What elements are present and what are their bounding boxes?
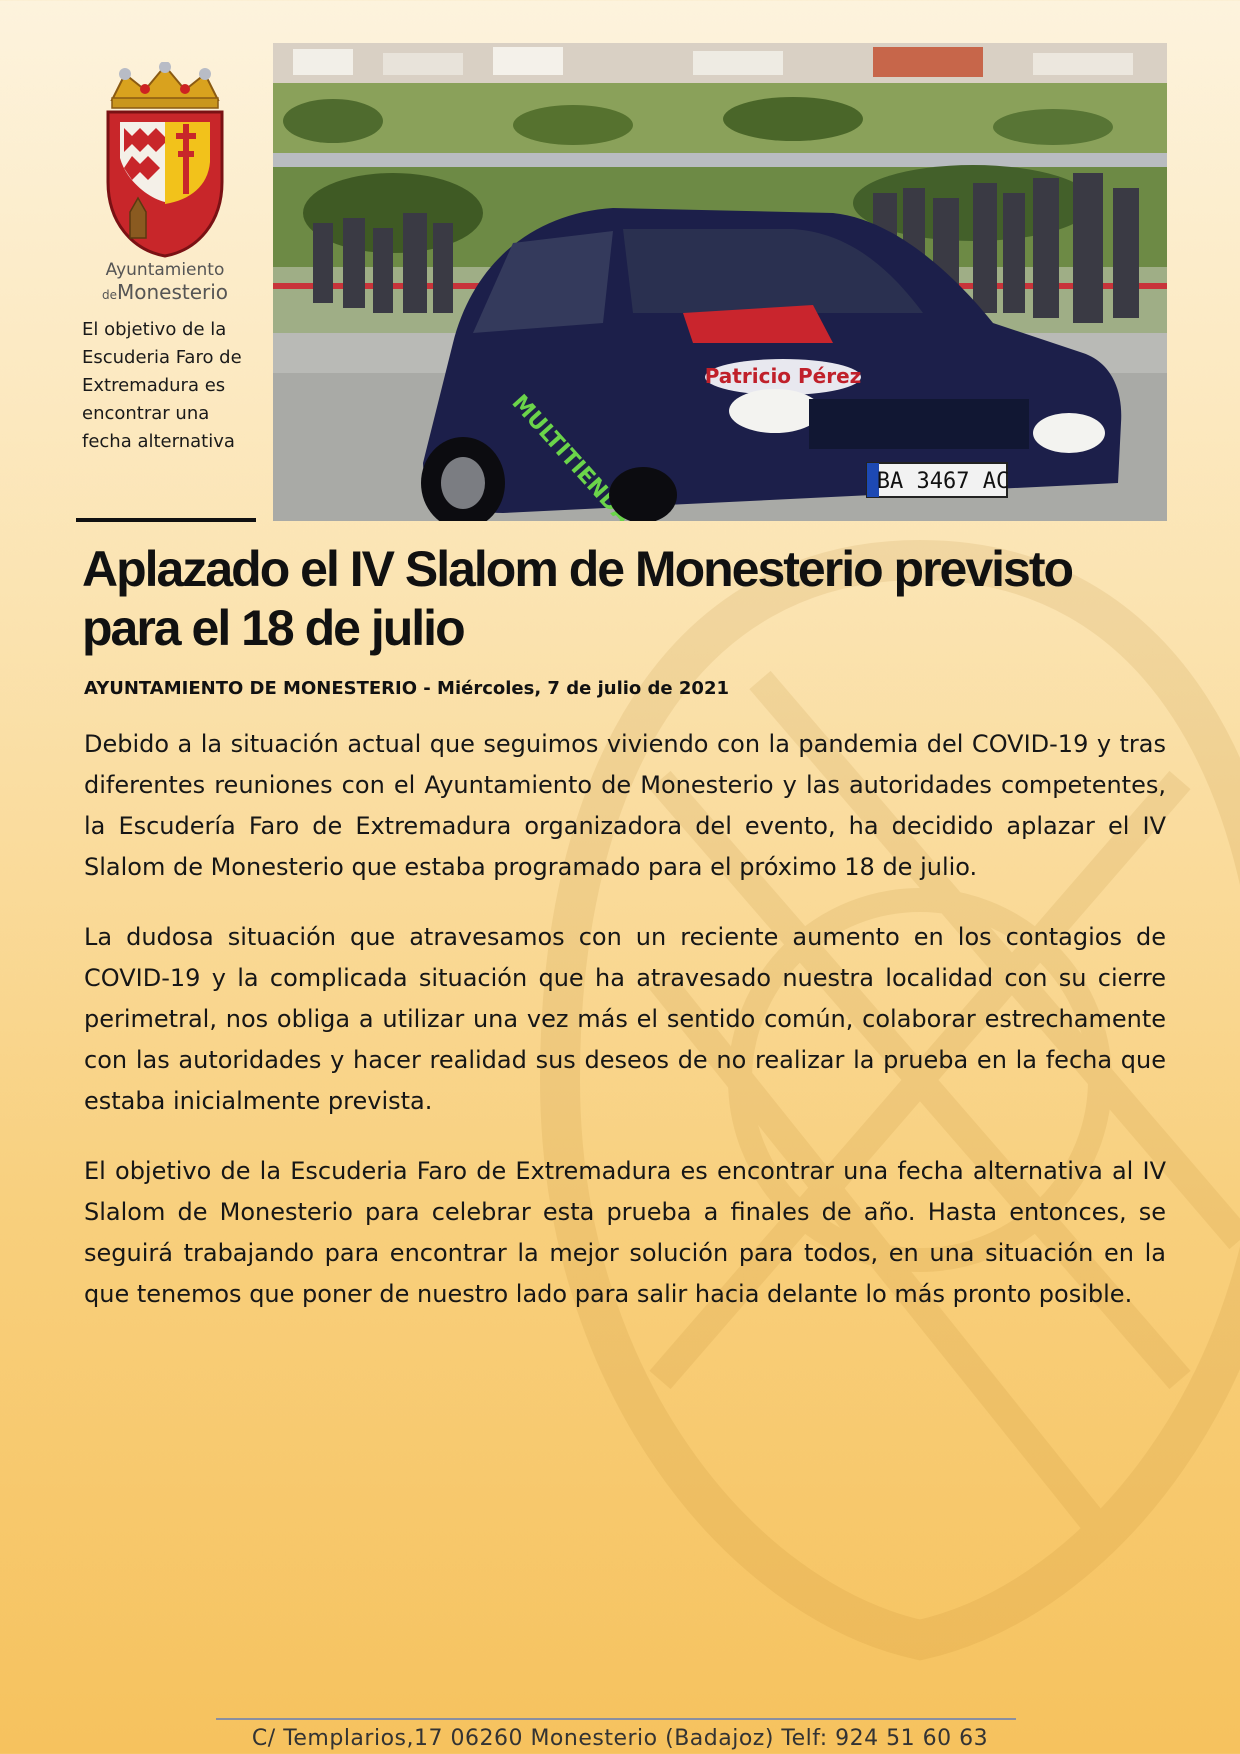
logo-title: Ayuntamiento [105, 260, 225, 280]
municipality-logo [90, 62, 240, 312]
article-byline: AYUNTAMIENTO DE MONESTERIO - Miércoles, 7 de julio de 2021 [84, 678, 729, 699]
coat-of-arms-icon [90, 62, 240, 262]
article-title: Aplazado el IV Slalom de Monesterio previsto para el 18 de julio [82, 541, 1073, 656]
rally-car-photo [273, 43, 1167, 521]
license-plate: BA 3467 AC [876, 469, 1010, 494]
article-paragraph: Debido a la situación actual que seguimos viviendo con la pandemia del COVID-19 y tras diferentes reuniones con el Ayuntamiento de Monesterio y las autoridades competentes, la Escudería Faro de Extremadura organizadora del evento, ha decidido aplazar el IV Slalom de Monesterio que estaba programado para el próximo 18 de julio. [84, 730, 1166, 881]
logo-subtitle: deMonesterio [101, 280, 229, 304]
article-body [84, 724, 1166, 1344]
article-paragraph: El objetivo de la Escuderia Faro de Extremadura es encontrar una fecha alternativa al IV Slalom de Monesterio para celebrar esta prueba a finales de año. Hasta entonces, se seguirá trabajando para encontrar la mejor solución para todos, en una situación en la que tenemos que poner de nuestro lado para salir hacia delante lo más pronto posible. [84, 1157, 1166, 1308]
article-paragraph: La dudosa situación que atravesamos con un reciente aumento en los contagios de COVID-19 y la complicada situación que ha atravesado nuestra localidad con su cierre perimetral, nos obliga a utilizar una vez más el sentido común, colaborar estrechamente con las autoridades y hacer realidad sus deseos de no realizar la prueba en la fecha que estaba inicialmente prevista. [84, 923, 1166, 1115]
caption-divider [76, 518, 256, 522]
footer-address: C/ Templarios,17 06260 Monesterio (Badajoz) Telf: 924 51 60 63 [251, 1726, 989, 1751]
footer-divider [216, 1718, 1016, 1720]
sidebar-caption: El objetivo de la Escuderia Faro de Extremadura es encontrar una fecha alternativa [82, 319, 242, 452]
car-sponsor-label: Patricio Pérez [704, 364, 862, 388]
